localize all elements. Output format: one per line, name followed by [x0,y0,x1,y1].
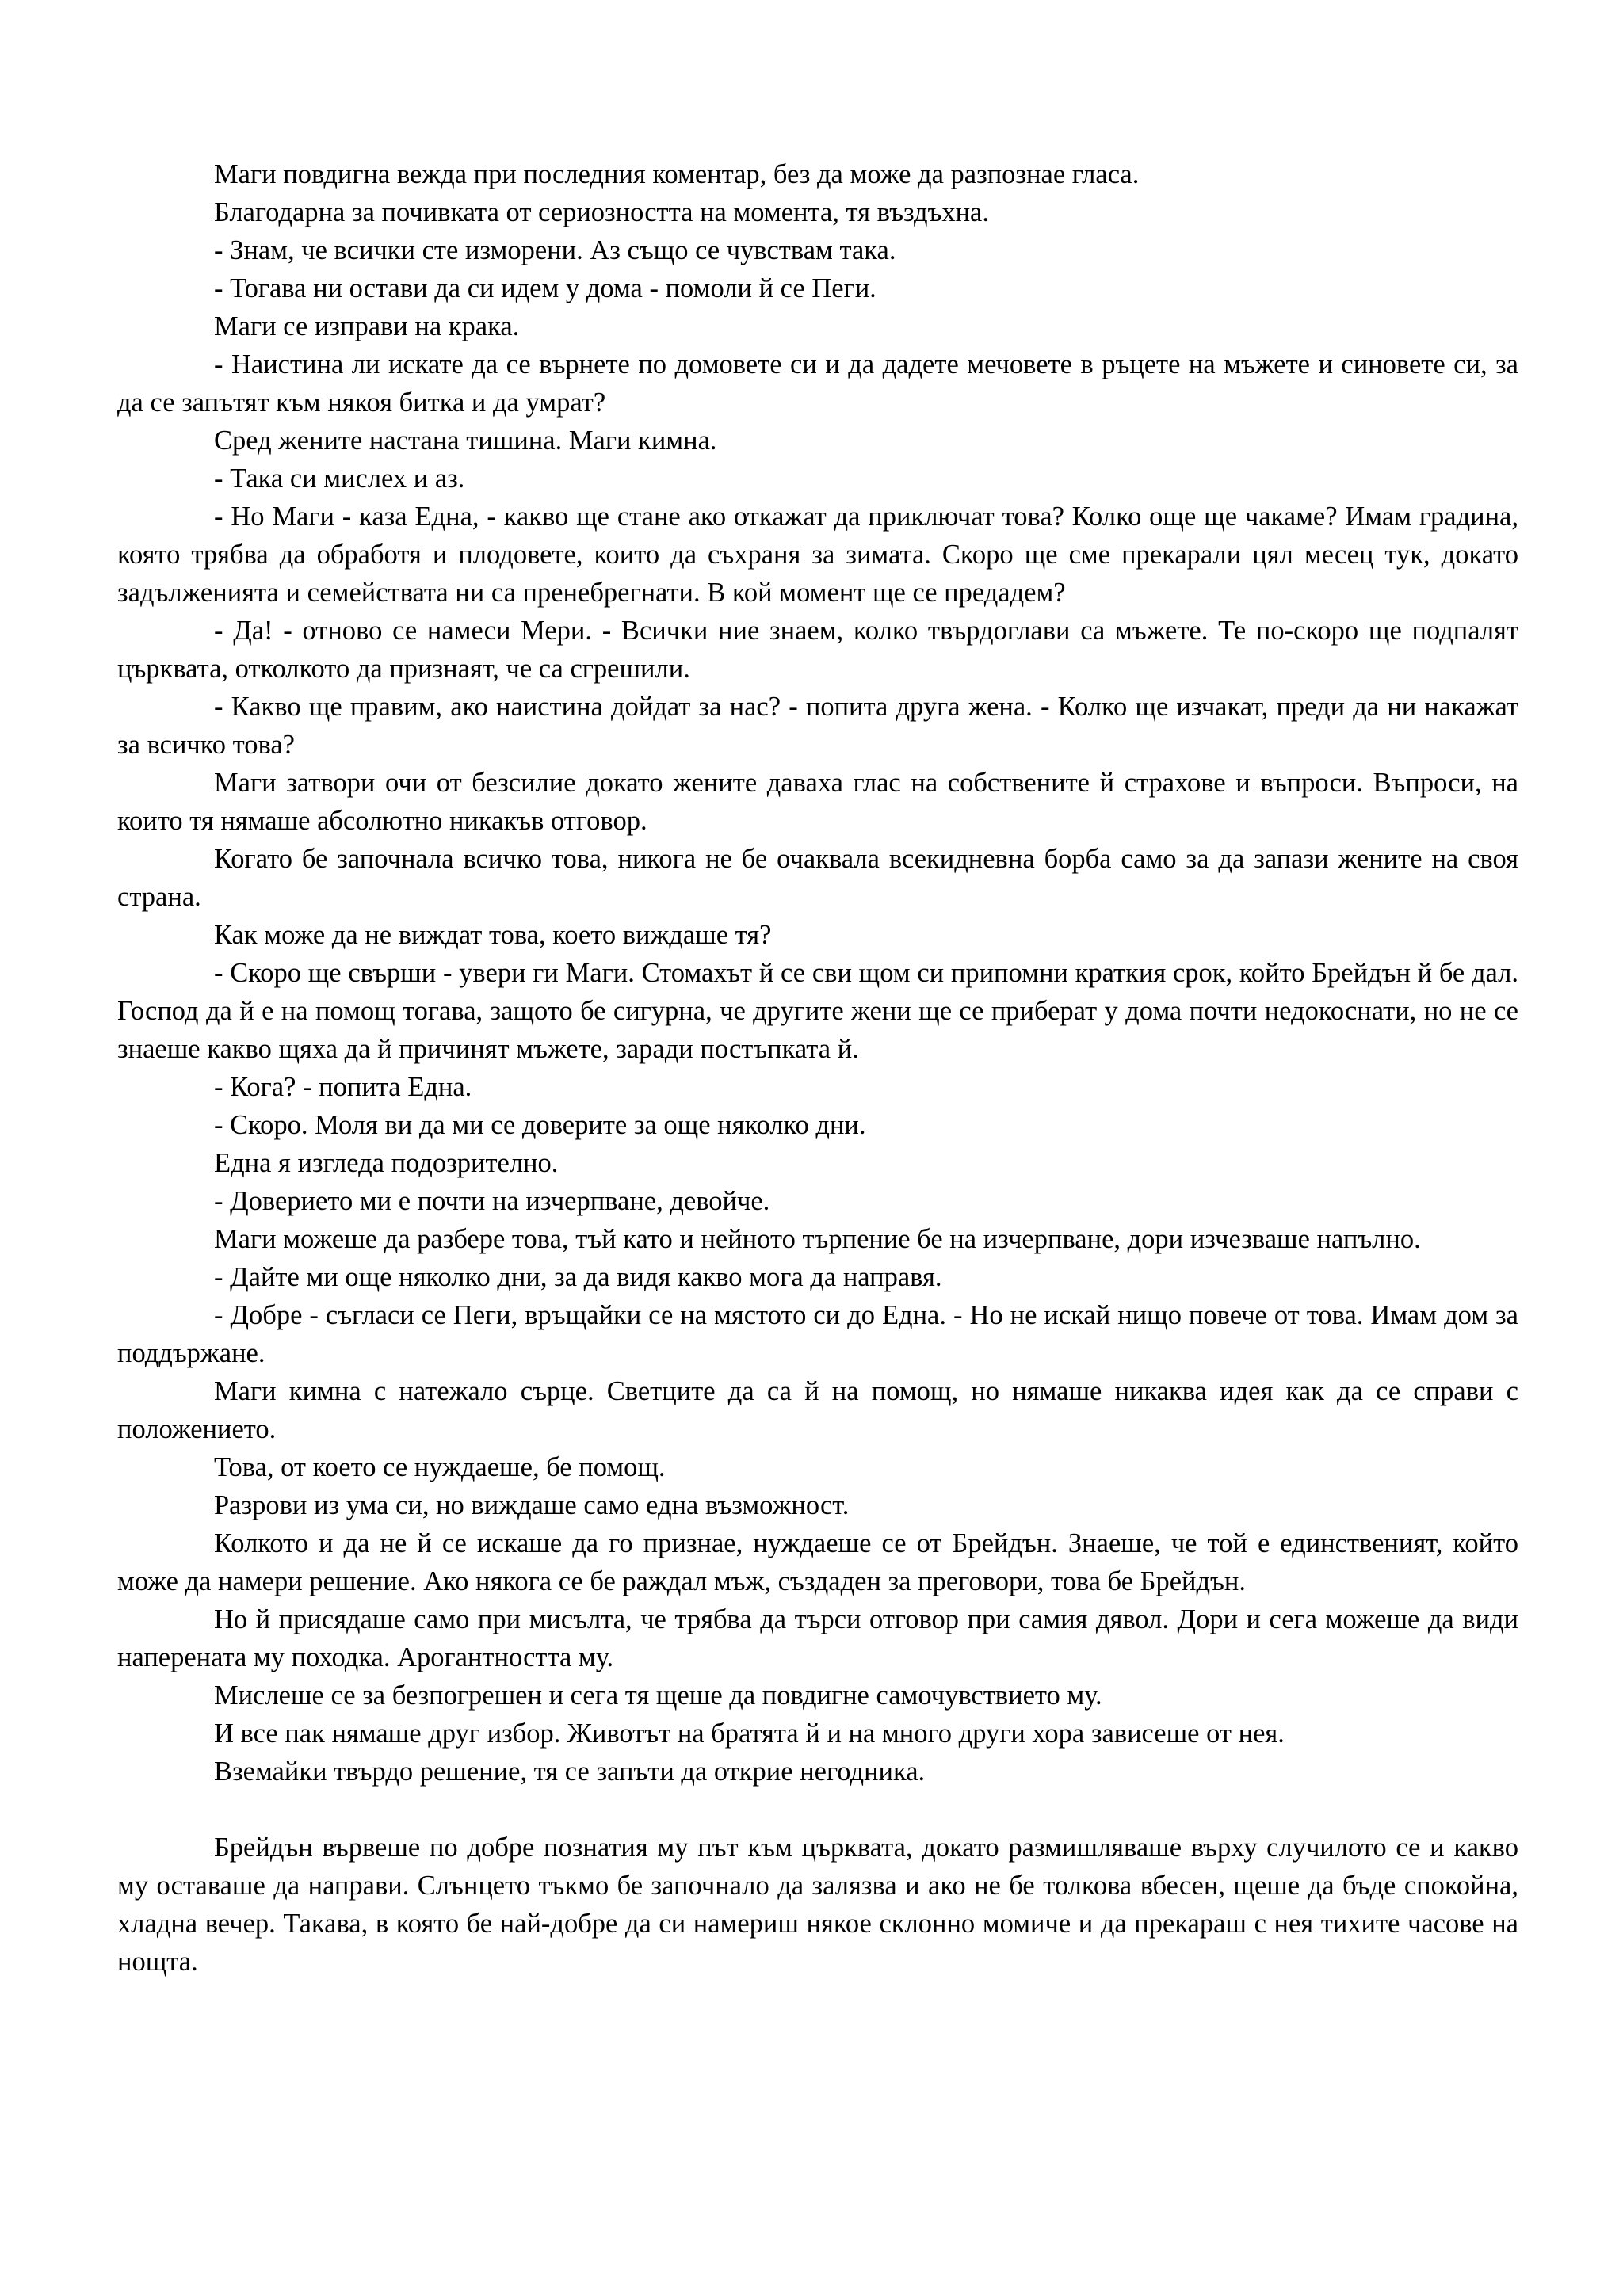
paragraph: - Но Маги - каза Една, - какво ще стане ако откажат да приключат това? Колко още ще чакаме? Имам градина, която трябва да обработя и плодовете, които да съхраня за зимата. Скоро ще сме прекарали цял месец тук, докато задълженията и семействата ни са пренебрегнати. В кой момент ще се предадем? [117,502,1518,608]
paragraph: Мислеше се за безпогрешен и сега тя щеше да повдигне самочувствието му. [214,1680,1102,1711]
paragraph: - Да! - отново се намеси Мери. - Всички ние знаем, колко твърдоглави са мъжете. Те по-скоро ще подпалят църквата, отколкото да признаят, че са сгрешили. [117,616,1518,684]
paragraph: - Скоро ще свърши - увери ги Маги. Стомахът й се сви щом си припомни краткия срок, който Брейдън й бе дал. Господ да й е на помощ тогава, защото бе сигурна, че другите жени ще се приберат у дома почти недокоснати, но не се знаеше какво щяха да й причинят мъжете, заради постъпката й. [117,958,1518,1064]
paragraph: - Какво ще правим, ако наистина дойдат за нас? - попита друга жена. - Колко ще изчакат, преди да ни накажат за всичко това? [117,692,1518,760]
paragraph: Сред жените настана тишина. Маги кимна. [214,425,717,456]
paragraph: - Дайте ми още няколко дни, за да видя какво мога да направя. [214,1262,942,1292]
paragraph: Това, от което се нуждаеше, бе помощ. [214,1452,666,1482]
paragraph: - Наистина ли искате да се върнете по домовете си и да дадете мечовете в ръцете на мъжете и синовете си, за да се запътят към някоя битка и да умрат? [117,349,1518,418]
paragraph: - Добре - съгласи се Пеги, връщайки се на мястото си до Една. - Но не искай нищо повече от това. Имам дом за поддържане. [117,1300,1518,1368]
paragraph: Вземайки твърдо решение, тя се запъти да открие негодника. [214,1756,926,1787]
paragraph: - Така си мислех и аз. [214,463,465,494]
paragraph: Маги можеше да разбере това, тъй като и нейното търпение бе на изчерпване, дори изчезваше напълно. [214,1224,1421,1254]
paragraph: Но й присядаше само при мисълта, че трябва да търси отговор при самия дявол. Дори и сега можеше да види наперената му походка. Арогантността му. [117,1604,1518,1672]
paragraph: Когато бе започнала всичко това, никога не бе очаквала всекидневна борба само за да запази жените на своя страна. [117,844,1518,912]
paragraph: Как може да не виждат това, което виждаше тя? [214,920,772,950]
paragraph: - Доверието ми е почти на изчерпване, девойче. [214,1186,770,1216]
paragraph: Благодарна за почивката от сериозността на момента, тя въздъхна. [214,197,989,227]
paragraph: Разрови из ума си, но виждаше само една възможност. [214,1490,850,1520]
paragraph: Маги затвори очи от безсилие докато жените даваха глас на собствените й страхове и въпроси. Въпроси, на които тя нямаше абсолютно никакъв отговор. [117,768,1518,836]
paragraph: - Знам, че всички сте изморени. Аз също се чувствам така. [214,235,896,265]
paragraph: И все пак нямаше друг избор. Животът на братята й и на много други хора зависеше от нея. [214,1718,1285,1749]
paragraph: - Кога? - попита Една. [214,1072,472,1102]
paragraph: Една я изгледа подозрително. [214,1148,559,1178]
paragraph: Маги кимна с натежало сърце. Светците да са й на помощ, но нямаше никаква идея как да се справи с положението. [117,1376,1518,1444]
paragraph: Брейдън вървеше по добре познатия му път към църквата, докато размишляваше върху случилото се и какво му оставаше да направи. Слънцето тъкмо бе започнало да залязва и ако не бе толкова вбесен, щеше да бъде спокойна, хладна вечер. Такава, в която бе най-добре да си намериш някое склонно момиче и да прекараш с нея тихите часове на нощта. [117,1833,1518,1977]
paragraph: Маги се изправи на крака. [214,311,520,341]
paragraph: Колкото и да не й се искаше да го признае, нуждаеше се от Брейдън. Знаеше, че той е единственият, който може да намери решение. Ако някога се бе раждал мъж, създаден за преговори, това бе Брейдън. [117,1528,1518,1596]
body-text [117,155,1518,1981]
paragraph: - Скоро. Моля ви да ми се доверите за още няколко дни. [214,1110,866,1140]
paragraph: Маги повдигна вежда при последния коментар, без да може да разпознае гласа. [214,159,1140,189]
paragraph: - Тогава ни остави да си идем у дома - помоли й се Пеги. [214,273,876,303]
